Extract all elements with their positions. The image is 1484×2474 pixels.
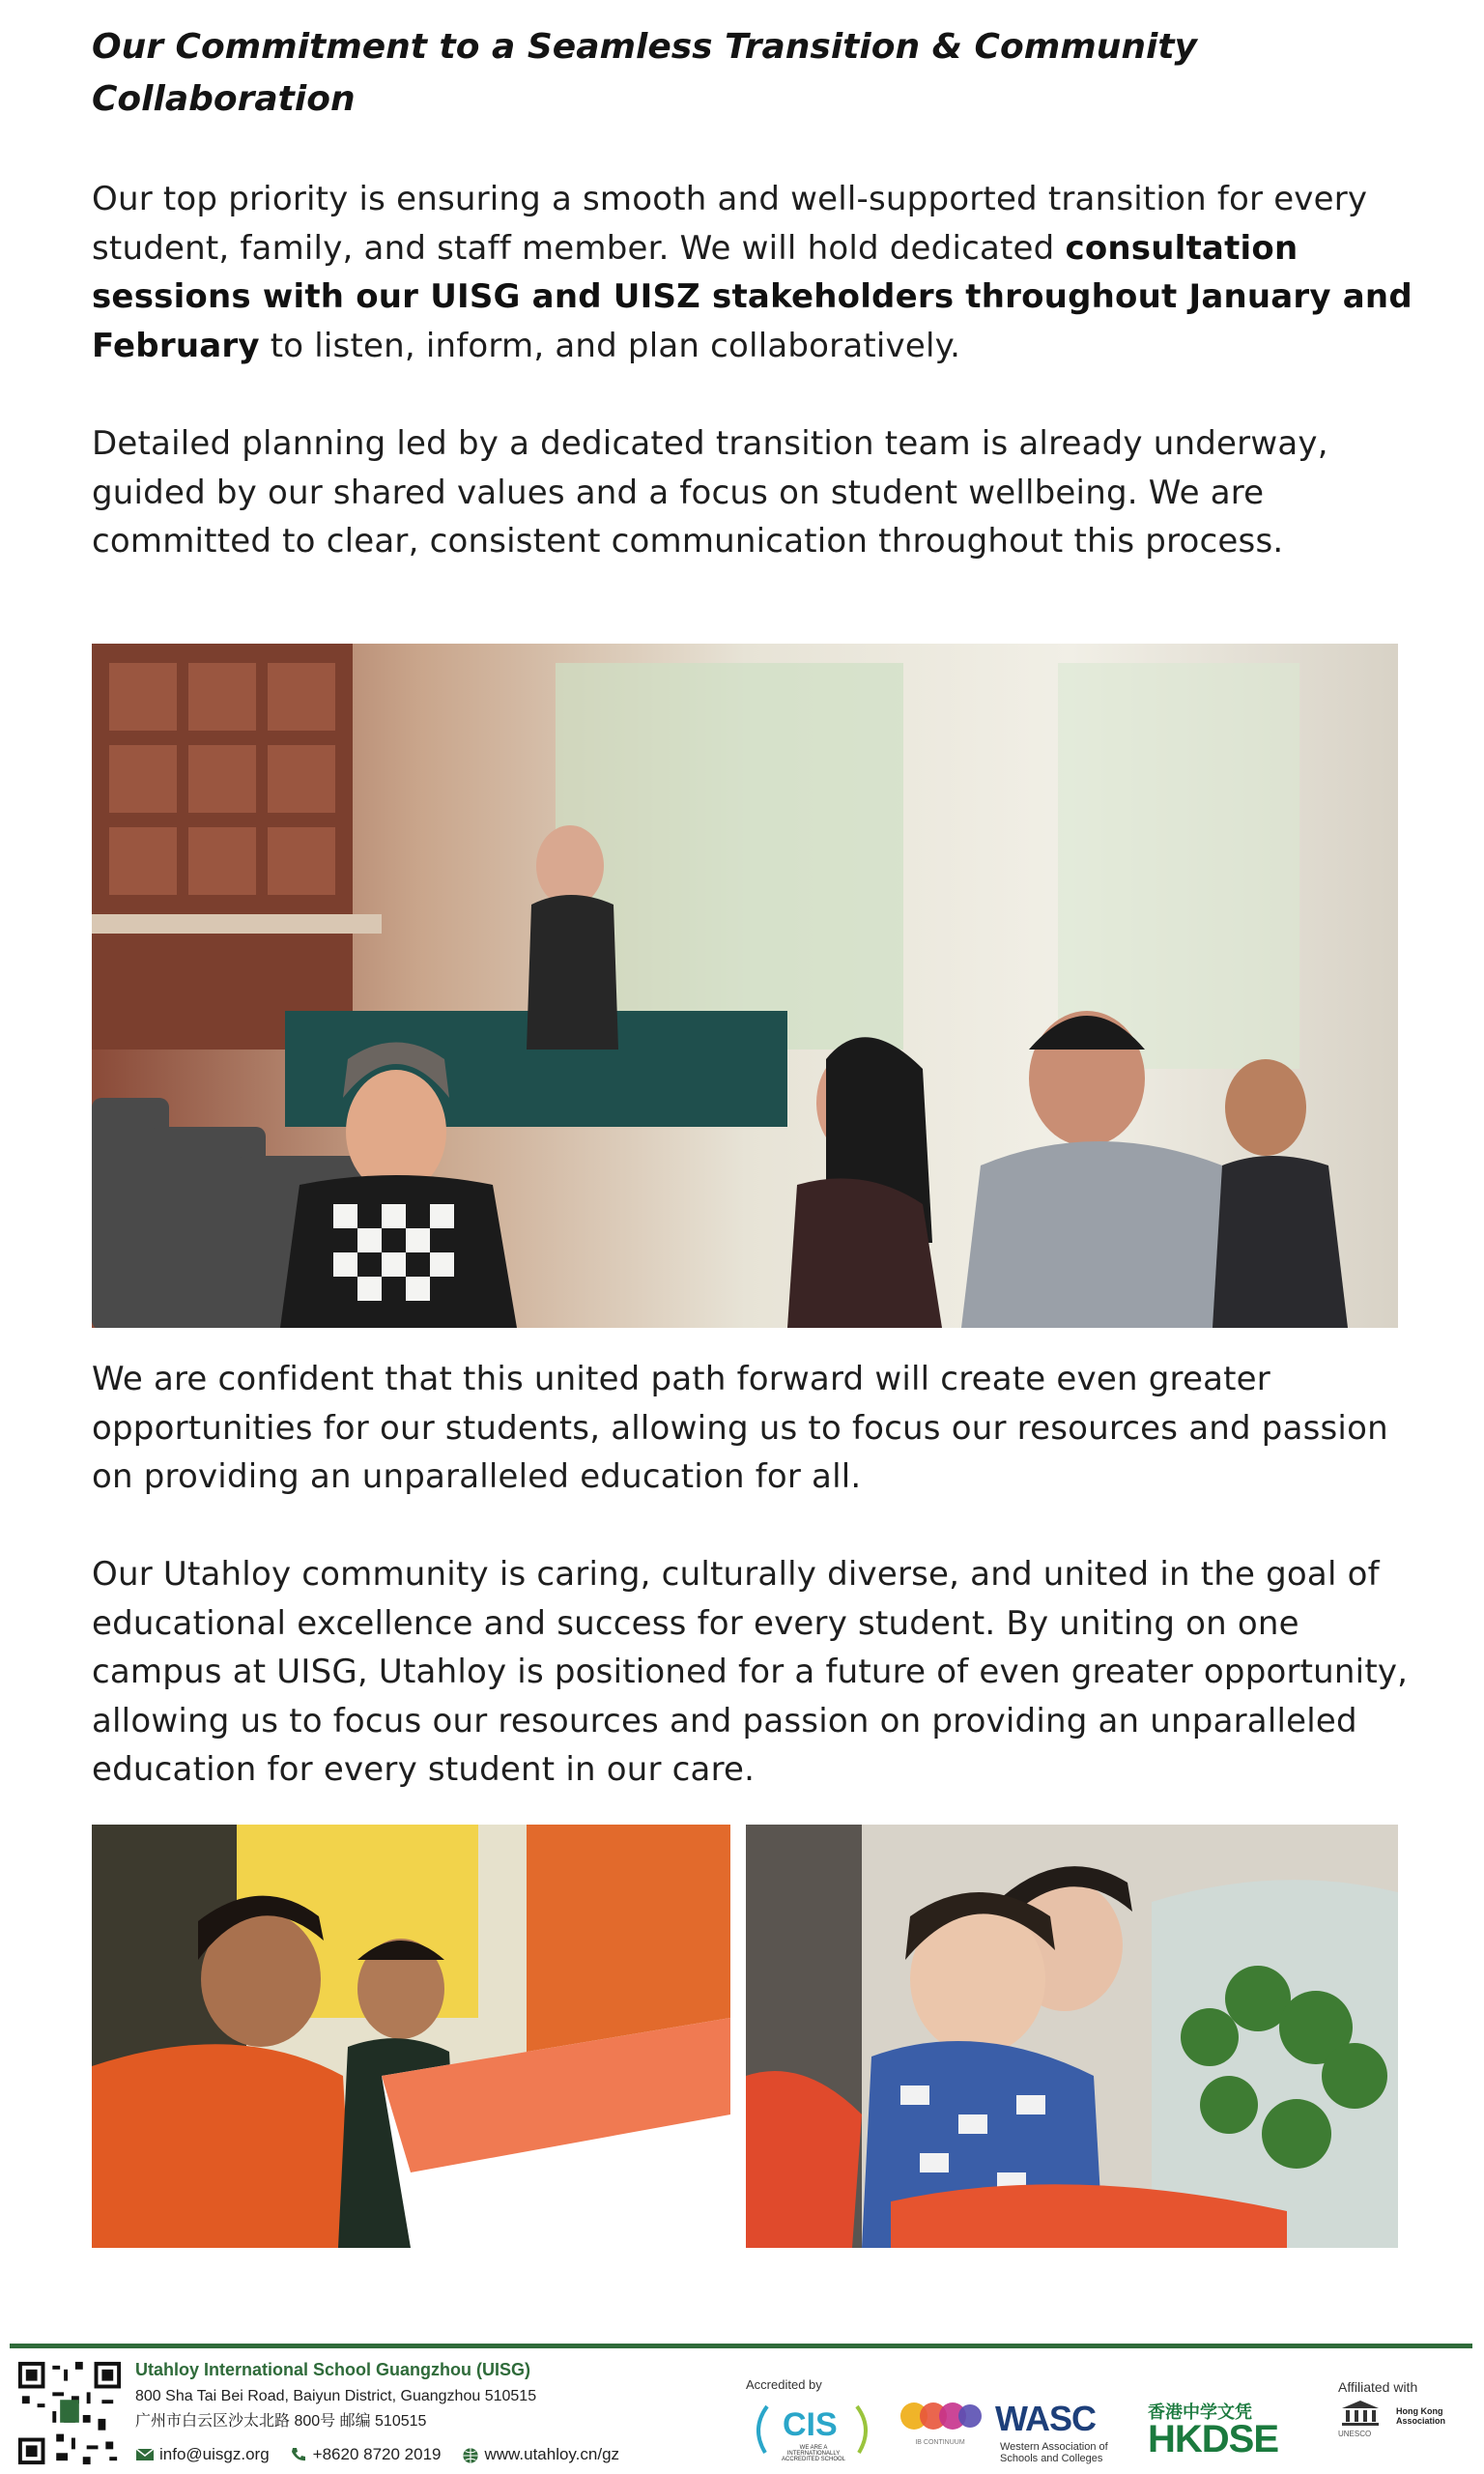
school-name: Utahloy International School Guangzhou (UISG) bbox=[135, 2360, 530, 2379]
hk-association-label: Hong Kong Association bbox=[1396, 2406, 1446, 2426]
envelope-icon bbox=[135, 2447, 155, 2462]
phone-text: +8620 8720 2019 bbox=[312, 2445, 442, 2463]
qr-code[interactable] bbox=[14, 2358, 126, 2468]
affiliated-label: Affiliated with bbox=[1338, 2379, 1418, 2395]
paragraph-transition-priority bbox=[92, 175, 1415, 370]
address-chinese: 广州市白云区沙太北路 800号 邮编 510515 bbox=[135, 2413, 427, 2430]
ib-logo bbox=[897, 2399, 984, 2466]
unesco-subtitle: UNESCO bbox=[1338, 2430, 1372, 2438]
cis-logo bbox=[746, 2395, 876, 2467]
unesco-logo bbox=[1338, 2399, 1473, 2466]
paragraph-united-path: We are confident that this united path forward will create even greater opportunities for our students, allowing us to focus our resources and passion on providing an unparalleled education for all. bbox=[92, 1360, 1388, 1496]
hkdse-logo bbox=[1148, 2399, 1312, 2466]
paragraph-text: Our top priority is ensuring a smooth and well-supported transition for every student, family, and staff member. We will hold dedicated bbox=[92, 180, 1368, 268]
phone-contact[interactable] bbox=[289, 2445, 442, 2464]
paragraph-community: Our Utahloy community is caring, culturally diverse, and united in the goal of educational excellence and success for every student. By uniting on one campus at UISG, Utahloy is positioned for a future of even greater opportunity, allowing us to focus our resources and passion on providing an unparalleled education for every student in our care. bbox=[92, 1555, 1409, 1789]
photo-flag-event bbox=[92, 1825, 730, 2248]
footer-divider bbox=[10, 2344, 1472, 2348]
wasc-subtitle: Western Association of Schools and Colleges bbox=[1000, 2441, 1108, 2464]
contact-row bbox=[135, 2445, 619, 2464]
address-english: 800 Sha Tai Bei Road, Baiyun District, Guangzhou 510515 bbox=[135, 2388, 537, 2404]
hkdse-mark: HKDSE bbox=[1148, 2418, 1279, 2460]
accredited-label: Accredited by bbox=[746, 2377, 822, 2392]
phone-icon bbox=[289, 2447, 308, 2462]
heading-line-1: Our Commitment to a Seamless Transition & Community bbox=[92, 27, 1198, 67]
website-text: www.utahloy.cn/gz bbox=[484, 2445, 620, 2463]
photo-children-model bbox=[746, 1825, 1398, 2248]
email-contact[interactable] bbox=[135, 2445, 270, 2464]
email-text: info@uisgz.org bbox=[159, 2445, 270, 2463]
cis-mark: CIS bbox=[783, 2406, 838, 2443]
paragraph-planning: Detailed planning led by a dedicated transition team is already underway, guided by our shared values and a focus on student wellbeing. We are committed to clear, consistent communication throughout this process. bbox=[92, 424, 1328, 561]
cis-subtitle: WE ARE A INTERNATIONALLY ACCREDITED SCHOOL bbox=[781, 2445, 845, 2462]
heading-line-2: Collaboration bbox=[92, 79, 356, 119]
photo-community-gathering bbox=[92, 644, 1398, 1328]
globe-icon bbox=[461, 2447, 480, 2462]
hkdse-chinese: 香港中学文凭 bbox=[1148, 2402, 1252, 2422]
website-contact[interactable] bbox=[461, 2445, 620, 2464]
wasc-mark: WASC bbox=[995, 2399, 1096, 2438]
paragraph-bold-text: consultation sessions with our UISG and UISZ stakeholders throughout January and February bbox=[92, 228, 1413, 365]
ib-subtitle: IB CONTINUUM bbox=[915, 2439, 965, 2446]
article-heading bbox=[92, 21, 1348, 126]
wasc-logo bbox=[995, 2397, 1135, 2464]
paragraph-text: to listen, inform, and plan collaboratively. bbox=[259, 326, 961, 365]
